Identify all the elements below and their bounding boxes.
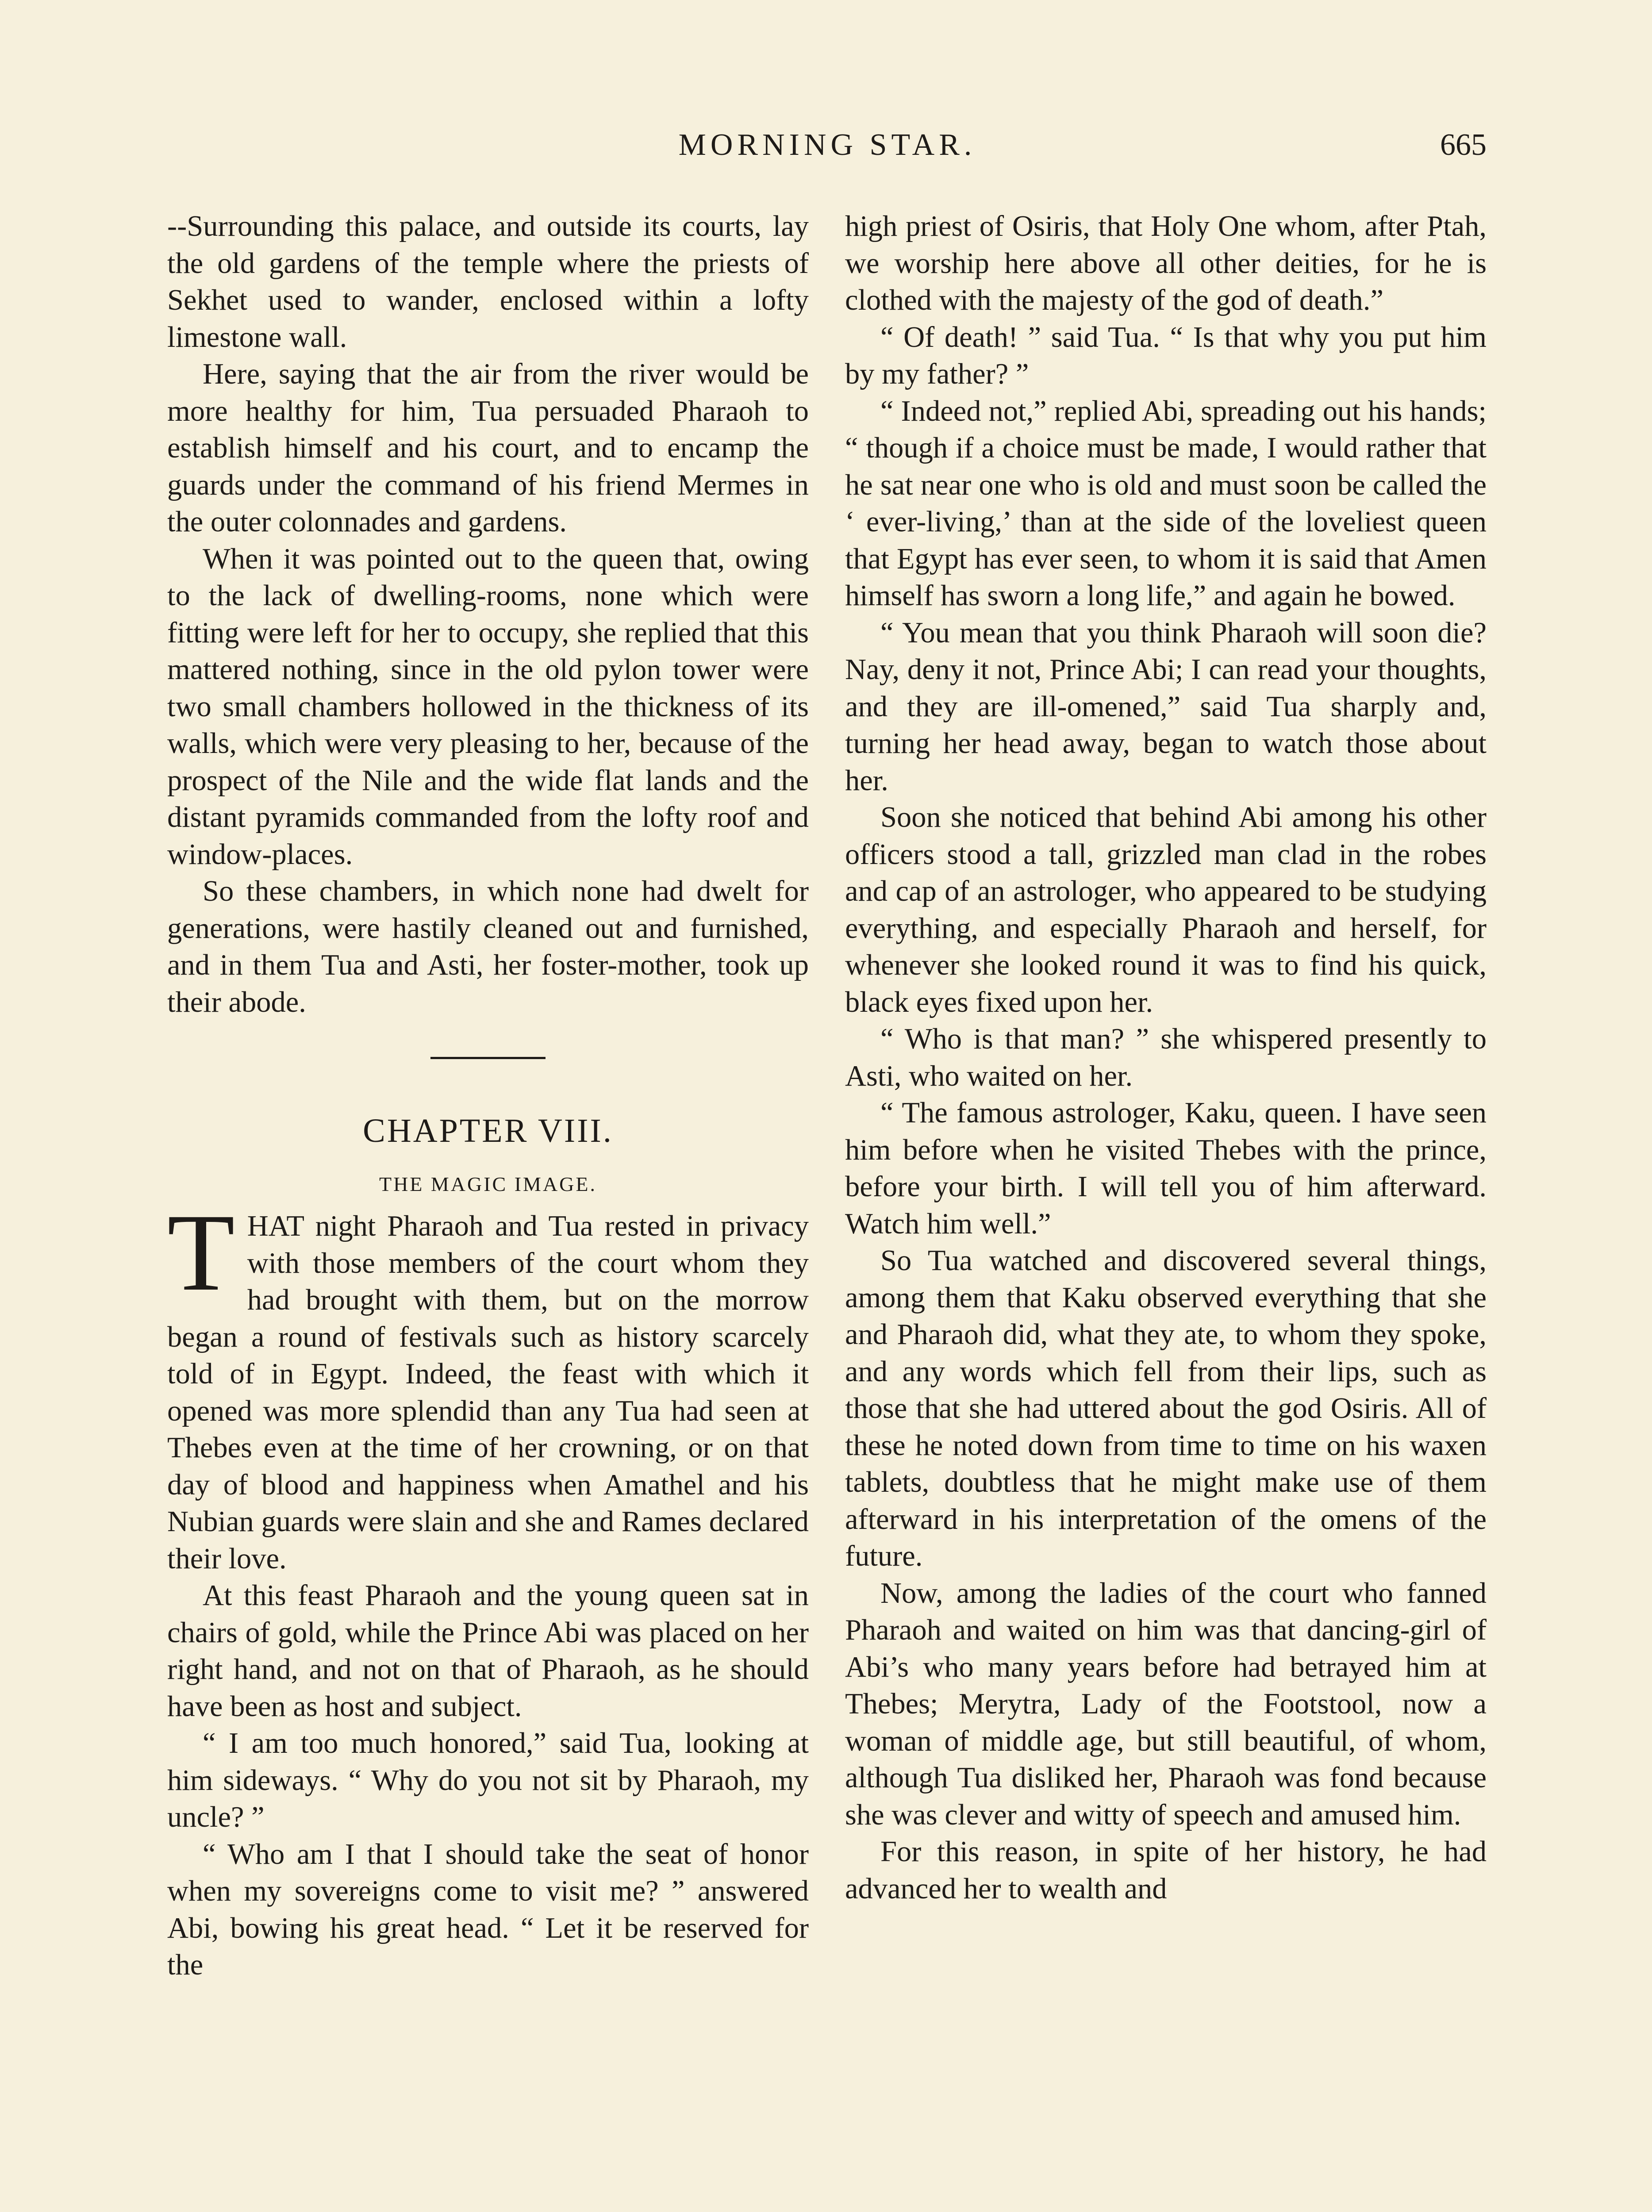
paragraph: For this reason, in spite of her history, he had advanced her to wealth and [845,1836,1487,1905]
chapter-opening-text: HAT night Pharaoh and Tua rested in privacy with those members of the court whom they had brought with them, but on the morrow began a round of festivals such as history scarcely told of in Egypt. Indeed, the feast with which it opened was more splendid than any Tua had seen at Thebes even at the time of her crowning, or on that day of blood and happiness when Amathel and his Nubian guards were slain and she and Rames declared their love. [167,1210,809,1575]
paragraph: “ Who am I that I should take the seat of honor when my sovereigns come to visit me? ” answered Abi, bowing his great head. “ Let it be reserved for the [167,1838,809,1981]
drop-cap: T [167,1191,235,1314]
right-column [845,208,1487,1907]
paragraph: Soon she noticed that behind Abi among his other officers stood a tall, grizzled man clad in the robes and cap of an astrologer, who appeared to be studying everything, and especially Pharaoh and herself, for whenever she looked round it was to find his quick, black eyes fixed upon her. [845,801,1487,1018]
chapter-heading: CHAPTER VIII. [363,1112,613,1149]
page-header [168,123,1487,172]
paragraph: Now, among the ladies of the court who fanned Pharaoh and waited on him was that dancing-girl of Abi’s who many years before had betrayed him at Thebes; Merytra, Lady of the Footstool, now a woman of middle age, but still beautiful, of whom, although Tua disliked her, Pharaoh was fond because she was clever and witty of speech and amused him. [845,1577,1487,1831]
paragraph: When it was pointed out to the queen that, owing to the lack of dwelling-rooms, none which were fitting were left for her to occupy, she replied that this mattered nothing, since in the old pylon tower were two small chambers hollowed in the thickness of its walls, which were very pleasing to her, because of the prospect of the Nile and the wide flat lands and the distant pyramids commanded from the lofty roof and window-places. [167,542,809,871]
paragraph: “ The famous astrologer, Kaku, queen. I have seen him before when he visited Thebes with the prince, before your birth. I will tell you of him afterward. Watch him well.” [845,1097,1487,1240]
paragraph: Here, saying that the air from the river would be more healthy for him, Tua persuaded Pharaoh to establish himself and his court, and to encamp the guards under the command of his friend Mermes in the outer colonnades and gardens. [167,358,809,538]
paragraph: “ Who is that man? ” she whispered presently to Asti, who waited on her. [845,1023,1487,1092]
paragraph: “ Indeed not,” replied Abi, spreading out his hands; “ though if a choice must be made, I would rather that he sat near one who is old and must soon be called the ‘ ever-living,’ than at the side of the loveliest queen that Egypt has ever seen, to whom it is said that Amen himself has sworn a long life,” and again he bowed. [845,395,1487,612]
paragraph: --Surrounding this palace, and outside its courts, lay the old gardens of the temple where the priests of Sekhet used to wander, enclosed within a lofty limestone wall. [167,210,809,353]
chapter-opening-paragraph [167,1191,809,1577]
paragraph: “ You mean that you think Pharaoh will soon die? Nay, deny it not, Prince Abi; I can read your thoughts, and they are ill-omened,” said Tua sharply and, turning her head away, began to watch those about her. [845,616,1487,797]
paragraph: So these chambers, in which none had dwelt for generations, were hastily cleaned out and furnished, and in them Tua and Asti, her foster-mother, took up their abode. [167,875,809,1018]
left-column [167,208,809,1984]
running-title: MORNING STAR. [678,128,976,162]
section-divider [430,1057,546,1059]
paragraph: “ I am too much honored,” said Tua, looking at him sideways. “ Why do you not sit by Pharaoh, my uncle? ” [167,1727,809,1833]
paragraph: At this feast Pharaoh and the young queen sat in chairs of gold, while the Prince Abi was placed on her right hand, and not on that of Pharaoh, as he should have been as host and subject. [167,1579,809,1723]
continued-paragraph: high priest of Osiris, that Holy One whom, after Ptah, we worship here above all other deities, for he is clothed with the majesty of the god of death.” [845,210,1487,316]
page-number: 665 [1440,128,1487,162]
paragraph: So Tua watched and discovered several things, among them that Kaku observed everything that she and Pharaoh did, what they ate, to whom they spoke, and any words which fell from their lips, such as those that she had uttered about the god Osiris. All of these he noted down from time to time on his waxen tablets, doubtless that he might make use of them afterward in his interpretation of the omens of the future. [845,1244,1487,1572]
paragraph: “ Of death! ” said Tua. “ Is that why you put him by my father? ” [845,321,1487,390]
chapter-subtitle: THE MAGIC IMAGE. [379,1173,597,1195]
